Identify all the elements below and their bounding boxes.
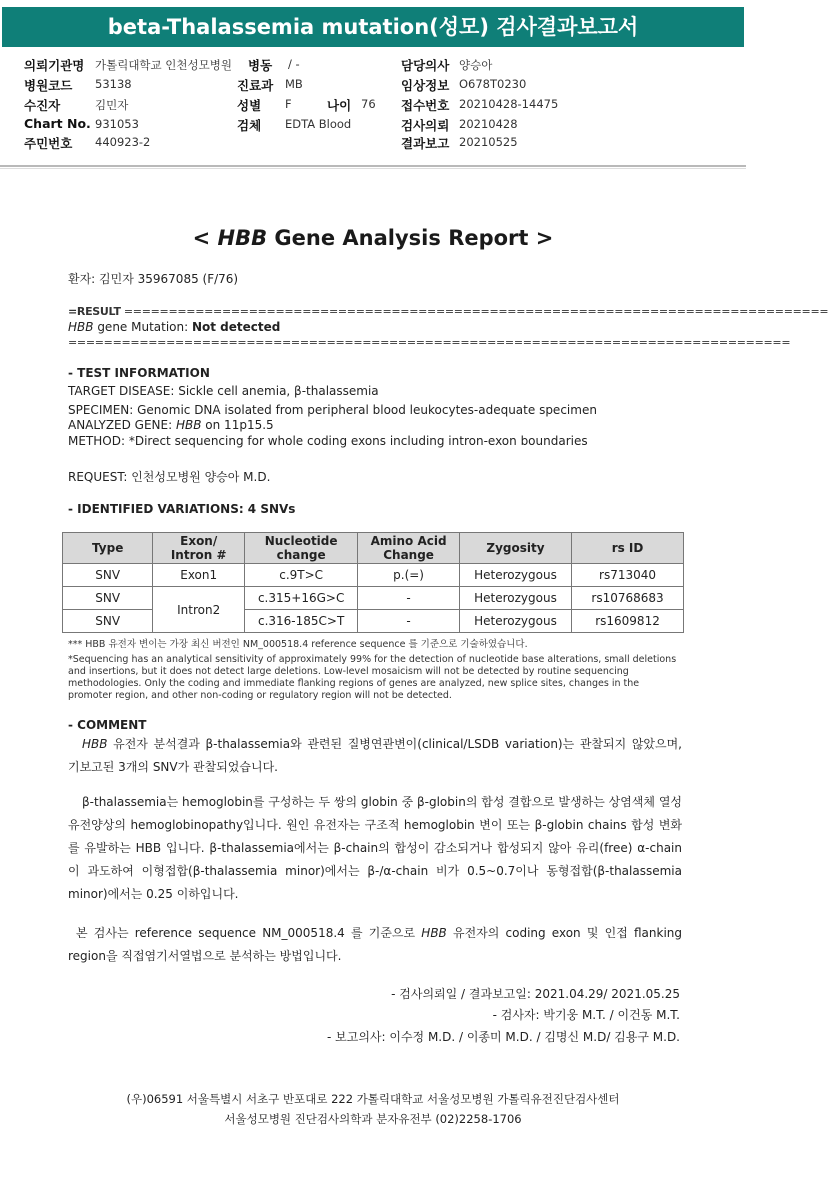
analyzed-prefix: ANALYZED GENE: — [68, 418, 176, 432]
cell-type: SNV — [63, 587, 153, 610]
cell-zygosity: Heterozygous — [459, 564, 571, 587]
patient-line: 환자: 김민자 35967085 (F/76) — [68, 272, 239, 286]
mutation-value: Not detected — [191, 320, 281, 334]
cell-nucleotide: c.315+16G>C — [245, 587, 358, 610]
result-eq: =============================================================================== — [123, 305, 828, 318]
rrn-value: 440923-2 — [95, 135, 151, 149]
table-row — [63, 564, 684, 587]
method-line: METHOD: *Direct sequencing for whole coding exons including intron-exon boundaries — [68, 434, 588, 448]
title-gene: HBB — [217, 226, 268, 250]
variations-table — [62, 532, 684, 633]
hospcode-label: 병원코드 — [24, 78, 73, 93]
test-info-heading: - TEST INFORMATION — [68, 366, 210, 380]
receipt-value: 20210428-14475 — [459, 97, 559, 111]
clinical-label: 임상정보 — [401, 78, 450, 93]
variations-heading: - IDENTIFIED VARIATIONS: 4 SNVs — [68, 502, 296, 516]
cell-exon: Intron2 — [153, 587, 245, 633]
analyzed-suffix: on 11p15.5 — [201, 418, 274, 432]
comment-paragraph-2: β-thalassemia는 hemoglobin를 구성하는 두 쌍의 globin 중 β-globin의 합성 결합으로 발생하는 상염색체 열성 유전양상의 hemoglobinopathy입니다. 원인 유전자는 구조적 hemoglobin 변이 또는 β-globin chains 합성 변화를 유발하는 HBB 입니다. β-thalassemia에서는 β-chain의 합성이 감소되거나 합성되지 않아 유리(free) α-chain이 과도하여 이형접합(β-thalassemia minor)에서는 β-/α-chain 비가 0.5~0.7이나 동형접합(β-thalassemia minor)에서는 0.25 이하입니다. — [68, 795, 682, 901]
ward-label: 병동 — [248, 58, 273, 73]
ward-value: / - — [288, 57, 300, 71]
result-label: =RESULT — [68, 305, 121, 318]
report-label: 결과보고 — [401, 136, 450, 151]
receipt-label: 접수번호 — [401, 98, 450, 113]
cell-rsid: rs1609812 — [572, 610, 684, 633]
cell-amino: p.(=) — [358, 564, 460, 587]
comment-heading: - COMMENT — [68, 718, 147, 732]
signature-reporters: - 보고의사: 이수정 M.D. / 이종미 M.D. / 김명신 M.D/ 김용구 M.D. — [326, 1030, 680, 1044]
comment-p3-b: 유전자의 coding exon 및 인접 flanking region을 직접염기서열법으로 분석하는 방법입니다. — [68, 926, 682, 963]
target-disease: TARGET DISEASE: Sickle cell anemia, β-thalassemia — [68, 384, 379, 398]
dept-value: MB — [285, 77, 303, 91]
institution-label: 의뢰기관명 — [24, 58, 85, 73]
analyzed-gene — [68, 418, 274, 432]
comment-paragraph-3 — [68, 922, 682, 968]
clinical-value: O678T0230 — [459, 77, 527, 91]
signature-dates: - 검사의뢰일 / 결과보고일: 2021.04.29/ 2021.05.25 — [391, 987, 680, 1001]
mutation-gene: HBB — [68, 320, 94, 334]
note-sensitivity: *Sequencing has an analytical sensitivity of approximately 99% for the detection of nucleotide base alterations, small deletions and insertions, but it does not detect large deletions. Low-level mosaicism will not be detected by routine sequencing methodologies. Only the coding and immediate flanking regions of genes are analyzed, new splice sites, changes in the promoter region, and other non-coding or regulatory region will not be detected. — [68, 654, 677, 701]
comment-gene: HBB — [82, 737, 108, 751]
eq-divider: ================================================================================= — [68, 336, 791, 349]
cell-rsid: rs713040 — [572, 564, 684, 587]
age-label: 나이 — [327, 98, 352, 113]
doctor-value: 양승아 — [459, 58, 493, 72]
request-line: REQUEST: 인천성모병원 양승아 M.D. — [68, 470, 271, 484]
chart-value: 931053 — [95, 117, 139, 131]
report-banner-title: beta-Thalassemia mutation(성모) 검사결과보고서 — [2, 7, 744, 47]
hospcode-value: 53138 — [95, 77, 132, 91]
analyzed-gene-name: HBB — [175, 418, 202, 432]
comment-p3-gene: HBB — [421, 926, 447, 940]
doctor-label: 담당의사 — [401, 58, 450, 73]
col-type: Type — [63, 533, 153, 564]
cell-type: SNV — [63, 610, 153, 633]
header-divider — [0, 165, 746, 167]
cell-amino: - — [358, 587, 460, 610]
col-amino: Amino Acid Change — [358, 533, 460, 564]
footer-department: 서울성모병원 진단검사의학과 분자유전부 (02)2258-1706 — [224, 1112, 522, 1126]
institution-value: 가톨릭대학교 인천성모병원 — [95, 58, 232, 72]
cell-nucleotide: c.9T>C — [245, 564, 358, 587]
footer-address: (우)06591 서울특별시 서초구 반포대로 222 가톨릭대학교 서울성모병원 가톨릭유전진단검사센터 — [126, 1092, 620, 1106]
comment-paragraph-1 — [68, 733, 682, 779]
dept-label: 진료과 — [237, 78, 274, 93]
patient-value: 김민자 — [95, 98, 129, 112]
cell-type: SNV — [63, 564, 153, 587]
mutation-text: gene Mutation: — [93, 320, 192, 334]
chart-label: Chart No. — [24, 116, 91, 131]
cell-rsid: rs10768683 — [572, 587, 684, 610]
rrn-label: 주민번호 — [24, 136, 73, 151]
table-header-row — [63, 533, 684, 564]
request-label: 검사의뢰 — [401, 118, 450, 133]
report-value: 20210525 — [459, 135, 518, 149]
col-rsid: rs ID — [572, 533, 684, 564]
specimen-value: EDTA Blood — [285, 117, 352, 131]
report-title — [0, 226, 746, 250]
age-value: 76 — [361, 97, 376, 111]
col-nucleotide: Nucleotide change — [245, 533, 358, 564]
signature-testers: - 검사자: 박기웅 M.T. / 이건동 M.T. — [492, 1008, 680, 1022]
specimen-label: 검체 — [237, 118, 262, 133]
title-suffix: Gene Analysis Report > — [267, 226, 554, 250]
comment-p1-text: 유전자 분석결과 β-thalassemia와 관련된 질병연관변이(clinical/LSDB variation)는 관찰되지 않았으며, 기보고된 3개의 SNV가 관찰되었습니다. — [68, 737, 682, 774]
note-reference: *** HBB 유전자 변이는 가장 최신 버전인 NM_000518.4 reference sequence 를 기준으로 기술하였습니다. — [68, 639, 528, 650]
sex-value: F — [285, 97, 292, 111]
cell-nucleotide: c.316-185C>T — [245, 610, 358, 633]
comment-p3-a: 본 검사는 reference sequence NM_000518.4 를 기준으로 — [76, 926, 422, 940]
specimen-line: SPECIMEN: Genomic DNA isolated from peripheral blood leukocytes-adequate specimen — [68, 403, 597, 417]
result-line — [68, 305, 828, 318]
title-prefix: < — [192, 226, 218, 250]
request-value: 20210428 — [459, 117, 518, 131]
report-header — [0, 52, 746, 164]
col-exon: Exon/ Intron # — [153, 533, 245, 564]
col-zygosity: Zygosity — [459, 533, 571, 564]
table-row — [63, 587, 684, 610]
cell-zygosity: Heterozygous — [459, 610, 571, 633]
cell-exon: Exon1 — [153, 564, 245, 587]
mutation-line — [68, 320, 280, 334]
sex-label: 성별 — [237, 98, 262, 113]
cell-zygosity: Heterozygous — [459, 587, 571, 610]
patient-label: 수진자 — [24, 98, 61, 113]
cell-amino: - — [358, 610, 460, 633]
